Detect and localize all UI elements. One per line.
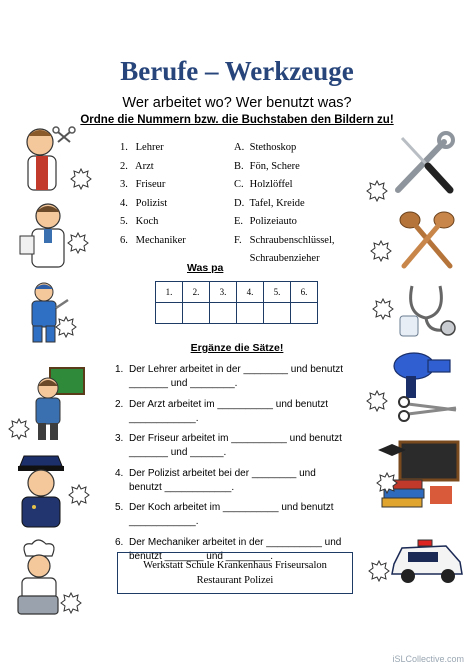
word-box-line: Werkstatt Schule Krankenhaus Friseursalon (143, 560, 327, 571)
list-item: 5. Koch (120, 216, 159, 227)
answer-blob[interactable] (68, 484, 90, 506)
footer-watermark: iSLCollective.com (392, 654, 464, 664)
sentence-item: 2. Der Arzt arbeitet im __________ und benutzt ____________. (115, 398, 329, 424)
list-item: 3. Friseur (120, 179, 166, 190)
list-item: E. Polizeiauto (234, 216, 297, 227)
answer-blob[interactable] (70, 168, 92, 190)
list-item: 2. Arzt (120, 160, 154, 172)
grid-answer-cell[interactable] (210, 303, 237, 324)
answer-blob[interactable] (372, 298, 394, 320)
was-passt-heading: Was pa (187, 262, 224, 274)
grid-answer-cell[interactable] (237, 303, 264, 324)
grid-header: 5. (264, 282, 291, 303)
list-item: Schraubenzieher (249, 253, 320, 264)
list-item: 4. Polizist (120, 197, 168, 209)
list-item: C. Holzlöffel (234, 179, 293, 190)
grid-answer-cell[interactable] (264, 303, 291, 324)
sentence-list (115, 363, 344, 570)
sentence-item: 6. Der Mechaniker arbeitet in der __________ und benutzt _______ und ________. (115, 536, 342, 562)
wooden-spoon-illustration (392, 206, 462, 272)
grid-header: 2. (183, 282, 210, 303)
grid-answer-cell[interactable] (156, 303, 183, 324)
answer-blob[interactable] (366, 180, 388, 202)
answer-blob[interactable] (370, 240, 392, 262)
list-item: 1. Lehrer (120, 142, 164, 153)
answer-blob[interactable] (8, 418, 30, 440)
answer-blob[interactable] (366, 390, 388, 412)
grid-header: 1. (156, 282, 183, 303)
list-item: A. Stethoskop (234, 142, 297, 153)
answer-grid (155, 281, 318, 324)
list-item: F. Schraubenschlüssel, (234, 234, 335, 246)
subtitle: Wer arbeitet wo? Wer benutzt was? (122, 95, 352, 111)
grid-answer-cell[interactable] (183, 303, 210, 324)
instruction: Ordne die Nummern bzw. die Buchstaben den Bildern zu! (80, 114, 394, 126)
list-item: 6. Mechaniker (120, 234, 186, 246)
grid-header: 3. (210, 282, 237, 303)
page-title: Berufe – Werkzeuge (120, 56, 354, 86)
answer-blob[interactable] (67, 232, 89, 254)
teacher-illustration (30, 366, 86, 442)
answer-blob[interactable] (368, 560, 390, 582)
grid-header: 6. (291, 282, 318, 303)
hairdryer-scissors-illustration (388, 350, 464, 422)
grid-answer-cell[interactable] (291, 303, 318, 324)
list-item: D. Tafel, Kreide (234, 197, 305, 209)
sentence-item: 1. Der Lehrer arbeitet in der ________ und benutzt _______ und ________. (115, 364, 344, 389)
answer-blob[interactable] (376, 472, 398, 494)
sentence-item: 4. Der Polizist arbeitet bei der ________ und benutzt ____________. (115, 467, 316, 493)
word-box-line: Restaurant Polizei (196, 575, 274, 586)
professions-list (120, 139, 186, 250)
stethoscope-illustration (392, 280, 462, 340)
sentence-item: 3. Der Friseur arbeitet im __________ und benutzt _______ und ______. (115, 433, 342, 458)
tools-list (234, 139, 334, 269)
police-car-illustration (388, 530, 468, 586)
answer-blob[interactable] (55, 316, 77, 338)
police-officer-illustration (8, 452, 74, 528)
wrench-screwdriver-illustration (388, 128, 460, 200)
grid-header: 4. (237, 282, 264, 303)
complete-heading: Ergänze die Sätze! (190, 342, 284, 354)
word-box (117, 552, 353, 594)
answer-blob[interactable] (60, 592, 82, 614)
list-item: B. Fön, Schere (234, 160, 300, 172)
sentence-item: 5. Der Koch arbeitet im __________ und benutzt ____________. (115, 502, 334, 527)
